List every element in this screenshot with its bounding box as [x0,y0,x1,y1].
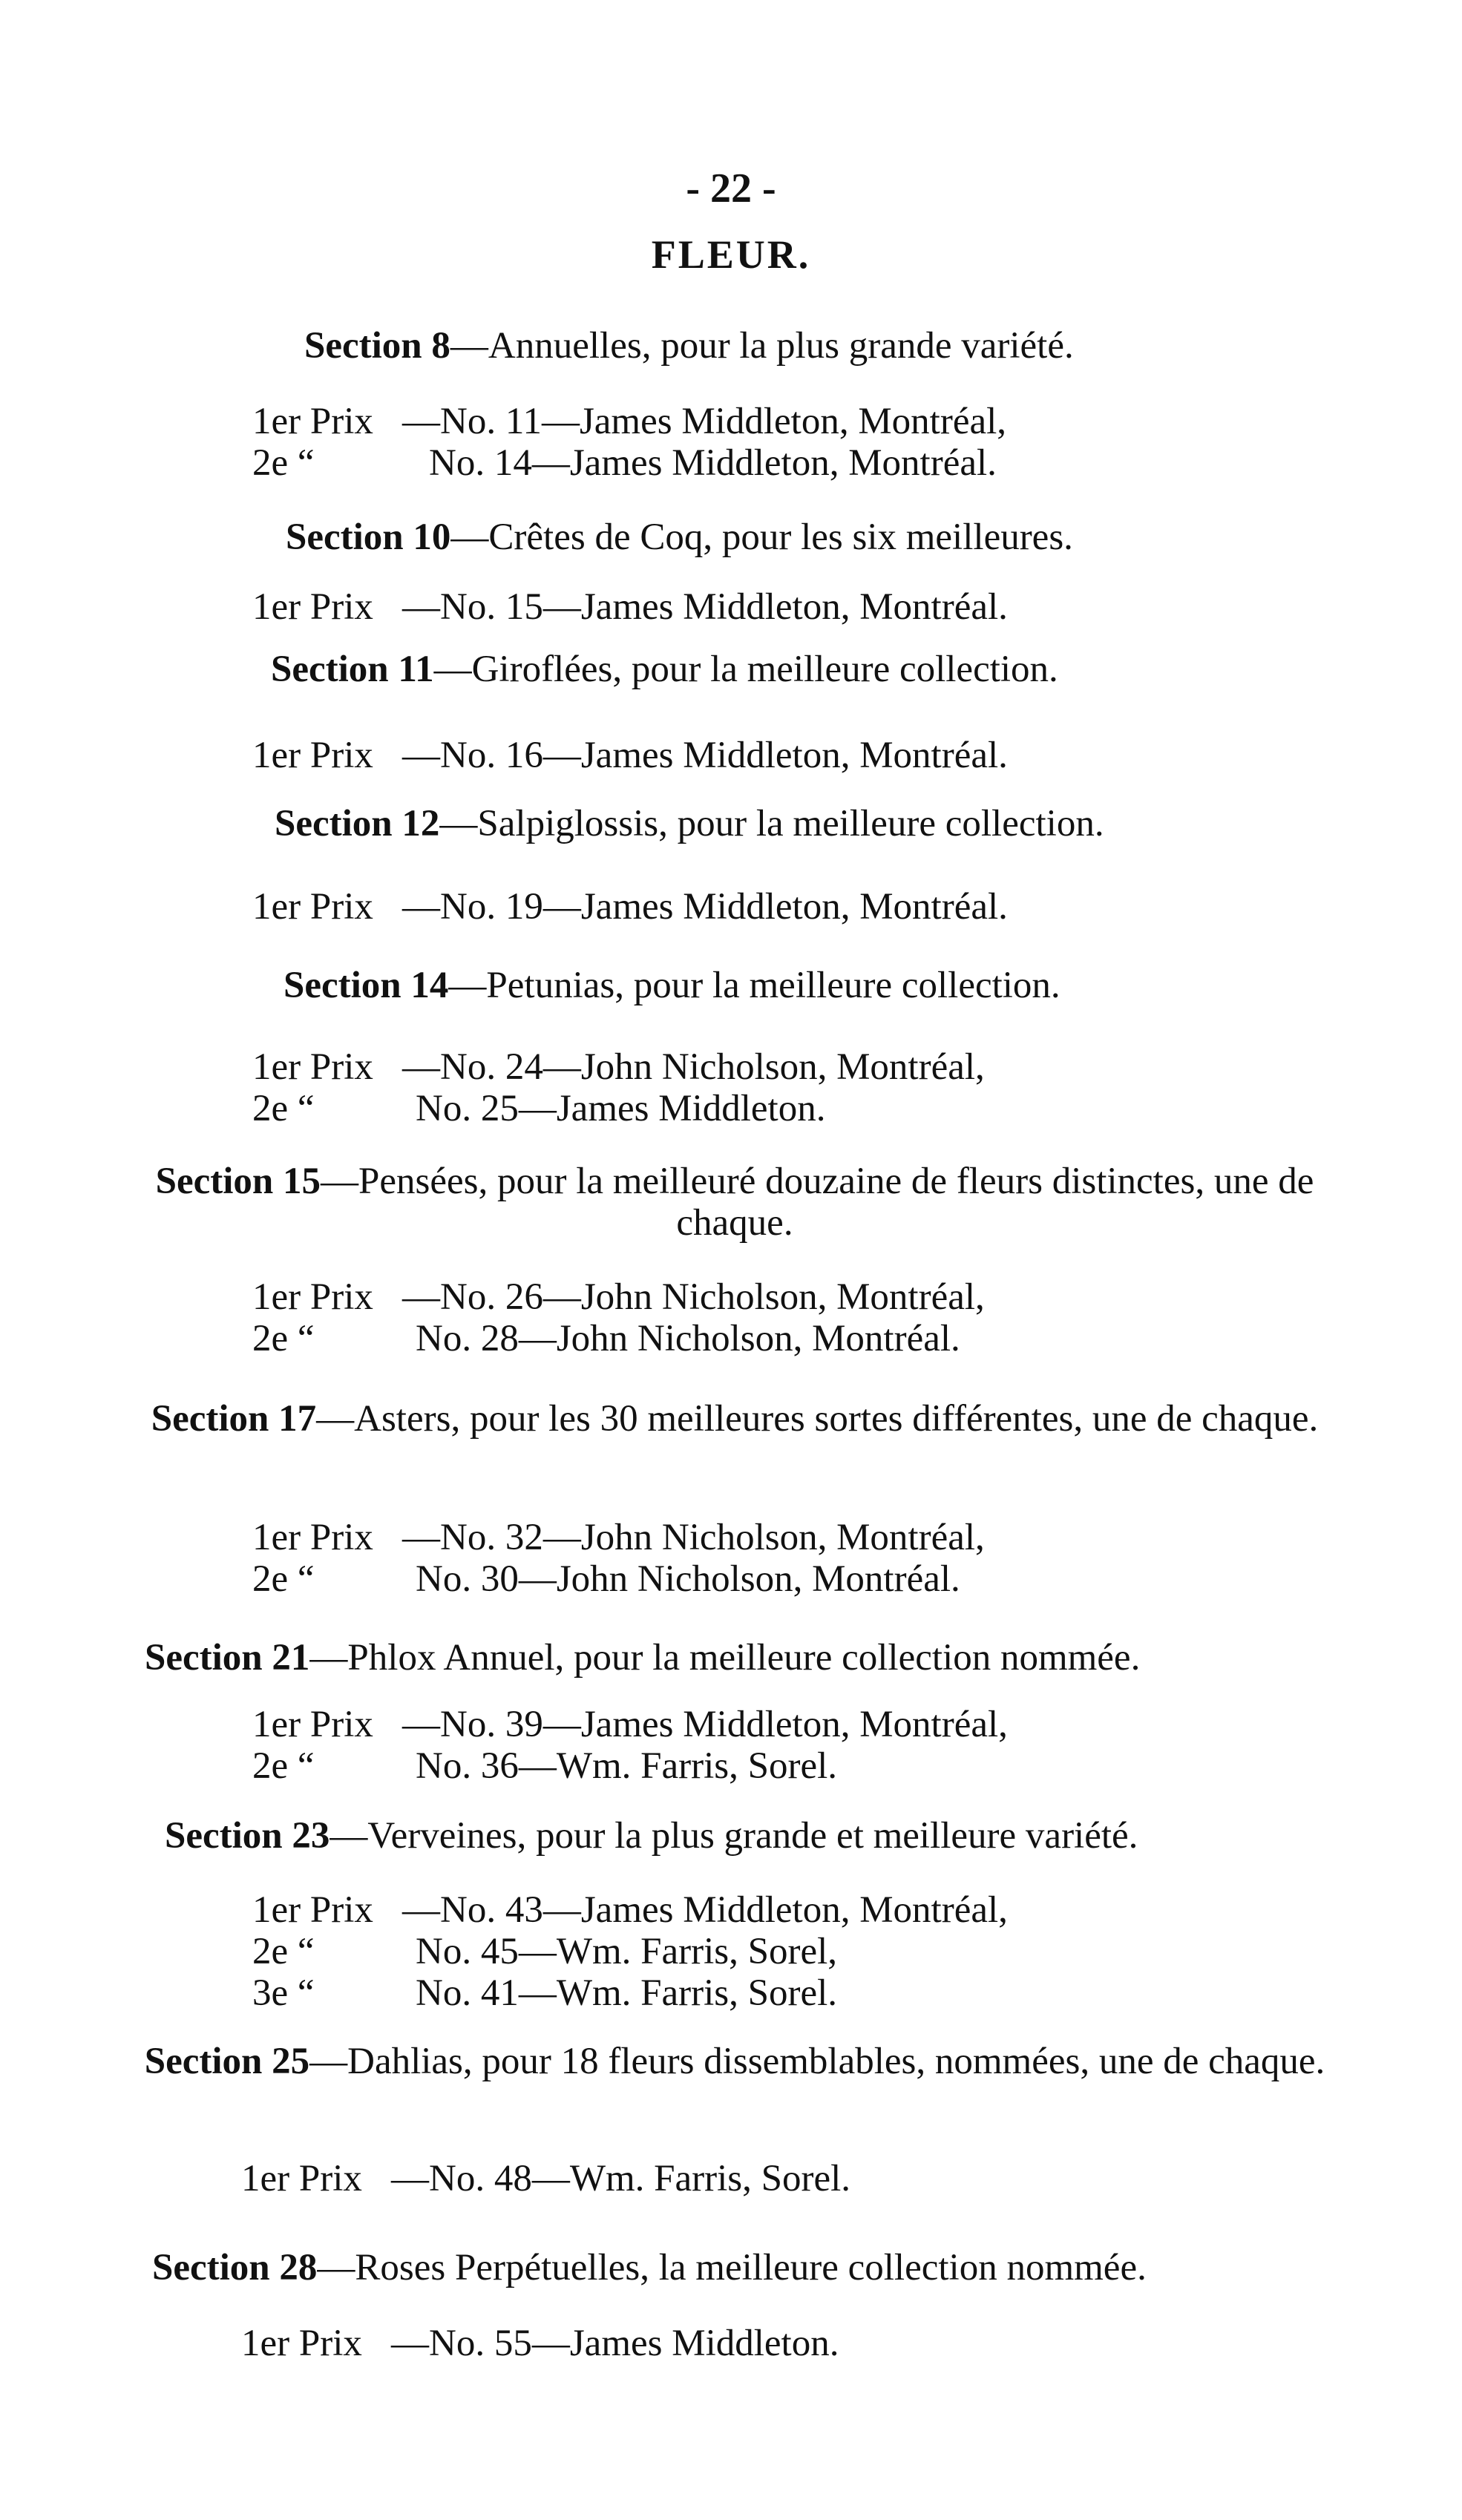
prize-detail: —No. 24—John Nicholson, Montréal, [402,1046,985,1088]
section-heading [145,1637,1140,1679]
prize-rank: 2e “ [252,442,315,484]
section-label: Section 17 [151,1398,317,1440]
prize-row [252,1276,985,1318]
prize-row [252,886,1008,928]
section-desc: —Petunias, pour la meilleure collection. [448,965,1061,1006]
prize-row [252,735,1008,776]
section-desc: —Asters, pour les 30 meilleures sortes différentes, une de chaque. [316,1398,1319,1440]
prize-list [252,1889,1008,2014]
section-heading [304,325,1074,367]
section-heading [271,649,1058,690]
section-heading [152,2247,1147,2288]
prize-row [252,1889,1008,1931]
section-label: Section 28 [152,2247,318,2288]
prize-row [241,2323,839,2364]
prize-rank: 1er Prix [252,1517,373,1558]
prize-list [252,401,1006,484]
prize-rank: 2e “ [252,1745,315,1787]
section-label: Section 12 [275,803,440,844]
section-heading [122,1398,1347,1440]
prize-detail: —No. 43—James Middleton, Montréal, [402,1889,1008,1931]
prize-list [252,1517,985,1600]
prize-rank: 1er Prix [241,2323,362,2364]
section-label: Section 25 [144,2041,310,2082]
prize-detail: —No. 26—John Nicholson, Montréal, [402,1276,985,1318]
prize-detail: No. 28—John Nicholson, Montréal. [416,1318,960,1359]
section-desc: —Phlox Annuel, pour la meilleure collection nommée. [309,1637,1141,1679]
page-title: FLEUR. [651,232,811,277]
prize-detail: No. 30—John Nicholson, Montréal. [416,1558,960,1600]
prize-row [252,1704,1008,1745]
prize-list [252,735,1008,776]
prize-row [252,442,1006,484]
section-desc: —Crêtes de Coq, pour les six meilleures. [450,516,1073,558]
prize-detail: No. 36—Wm. Farris, Sorel. [416,1745,838,1787]
section-label: Section 14 [283,965,449,1006]
prize-row [252,1517,985,1558]
section-desc: —Dahlias, pour 18 fleurs dissemblables, nommées, une de chaque. [309,2041,1325,2082]
prize-row [252,1931,1008,1972]
prize-row [252,1046,985,1088]
prize-list [252,1704,1008,1787]
prize-detail: —No. 16—James Middleton, Montréal. [402,735,1008,776]
prize-row [252,1972,1008,2014]
prize-detail: No. 14—James Middleton, Montréal. [429,442,997,484]
prize-row [252,1318,985,1359]
prize-list [252,586,1008,628]
prize-detail: —No. 19—James Middleton, Montréal. [402,886,1008,928]
prize-rank: 1er Prix [252,886,373,928]
prize-rank: 2e “ [252,1558,315,1600]
prize-rank: 1er Prix [252,586,373,628]
prize-rank: 2e “ [252,1088,315,1129]
prize-rank: 1er Prix [241,2158,362,2199]
prize-list [241,2158,850,2199]
section-label: Section 11 [271,649,434,690]
prize-rank: 2e “ [252,1318,315,1359]
prize-rank: 1er Prix [252,1889,373,1931]
section-desc: —Roses Perpétuelles, la meilleure collection nommée. [317,2247,1147,2288]
section-label: Section 8 [304,325,450,367]
prize-row [241,2158,850,2199]
section-heading [286,516,1073,558]
section-desc: —Annuelles, pour la plus grande variété. [450,325,1074,367]
section-label: Section 10 [286,516,451,558]
prize-row [252,1558,985,1600]
prize-detail: No. 41—Wm. Farris, Sorel. [416,1972,838,2014]
prize-list [252,886,1008,928]
section-label: Section 15 [155,1161,321,1202]
prize-detail: —No. 39—James Middleton, Montréal, [402,1704,1008,1745]
section-heading [122,1161,1347,1244]
prize-detail: No. 25—James Middleton. [416,1088,826,1129]
prize-rank: 1er Prix [252,1704,373,1745]
section-desc: —Giroflées, pour la meilleure collection. [433,649,1058,690]
prize-list [241,2323,839,2364]
prize-detail: —No. 11—James Middleton, Montréal, [402,401,1007,442]
prize-list [252,1046,985,1129]
prize-rank: 3e “ [252,1972,315,2014]
prize-detail: —No. 15—James Middleton, Montréal. [402,586,1008,628]
prize-row [252,401,1006,442]
prize-detail: —No. 32—John Nicholson, Montréal, [402,1517,985,1558]
section-desc: —Salpiglossis, pour la meilleure collection. [439,803,1104,844]
prize-rank: 2e “ [252,1931,315,1972]
prize-list [252,1276,985,1359]
section-label: Section 21 [145,1637,310,1679]
section-heading [283,965,1061,1006]
section-heading [165,1815,1138,1857]
section-label: Section 23 [165,1815,330,1857]
prize-rank: 1er Prix [252,735,373,776]
section-heading [122,2041,1347,2082]
prize-detail: No. 45—Wm. Farris, Sorel, [416,1931,838,1972]
prize-rank: 1er Prix [252,1046,373,1088]
section-desc: —Verveines, pour la plus grande et meilleure variété. [330,1815,1138,1857]
prize-row [252,1745,1008,1787]
section-heading [275,803,1104,844]
prize-detail: —No. 48—Wm. Farris, Sorel. [391,2158,851,2199]
prize-row [252,1088,985,1129]
prize-rank: 1er Prix [252,1276,373,1318]
page-number: - 22 - [686,165,776,211]
prize-rank: 1er Prix [252,401,373,442]
prize-detail: —No. 55—James Middleton. [391,2323,839,2364]
prize-row [252,586,1008,628]
section-desc: —Pensées, pour la meilleuré douzaine de fleurs distinctes, une de chaque. [321,1161,1314,1244]
